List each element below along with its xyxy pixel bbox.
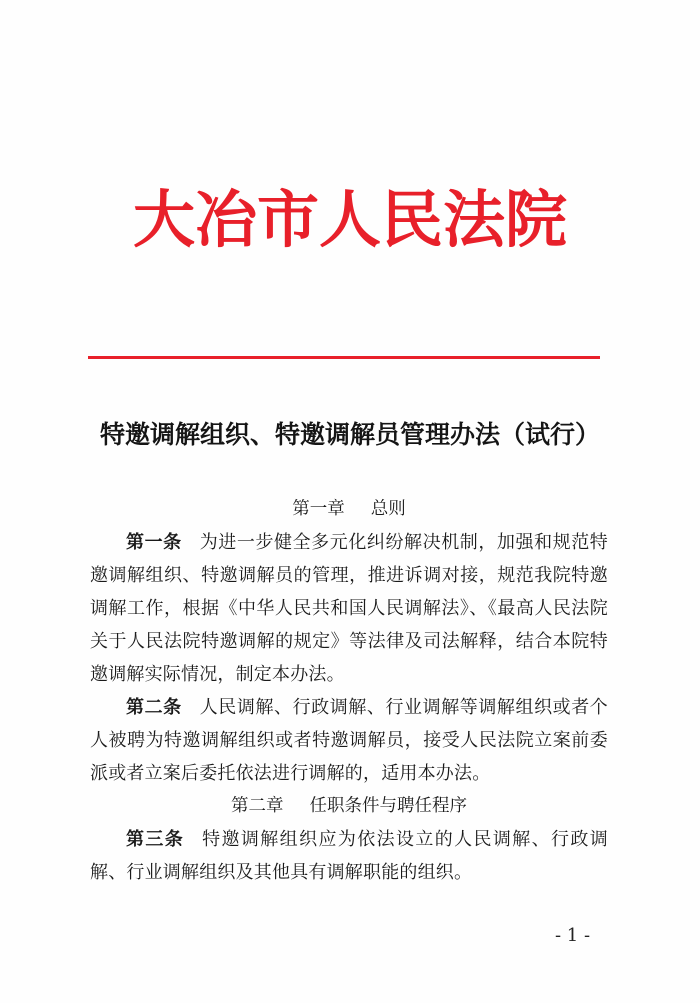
chapter-heading bbox=[90, 493, 608, 526]
article-label: 第一条 bbox=[126, 532, 182, 553]
red-divider-line bbox=[88, 356, 600, 359]
chapter-name: 总则 bbox=[370, 499, 406, 519]
chapter-name: 任职条件与聘任程序 bbox=[309, 796, 467, 816]
article-text: 为进一步健全多元化纠纷解决机制，加强和规范特邀调解组织、特邀调解员的管理，推进诉调对接，规范我院特邀调解工作，根据《中华人民共和国人民调解法》、《最高人民法院关于人民法院特邀调解的规定》等法律及司法解释，结合本院特邀调解实际情况，制定本办法。 bbox=[90, 532, 608, 685]
article-paragraph bbox=[90, 823, 608, 889]
article-text: 特邀调解组织应为依法设立的人民调解、行政调解、行业调解组织及其他具有调解职能的组织。 bbox=[90, 829, 608, 883]
page-number: - 1 - bbox=[555, 925, 591, 946]
article-paragraph bbox=[90, 691, 608, 790]
article-paragraph bbox=[90, 526, 608, 691]
court-name-header: 大冶市人民法院 bbox=[132, 183, 567, 256]
chapter-heading bbox=[90, 790, 608, 823]
article-text: 人民调解、行政调解、行业调解等调解组织或者个人被聘为特邀调解组织或者特邀调解员，接受人民法院立案前委派或者立案后委托依法进行调解的，适用本办法。 bbox=[90, 697, 608, 784]
document-body bbox=[90, 493, 608, 889]
article-label: 第三条 bbox=[126, 829, 185, 850]
article-label: 第二条 bbox=[126, 697, 182, 718]
chapter-label: 第二章 bbox=[231, 796, 284, 816]
document-title: 特邀调解组织、特邀调解员管理办法（试行） bbox=[99, 420, 600, 449]
chapter-label: 第一章 bbox=[292, 499, 345, 519]
